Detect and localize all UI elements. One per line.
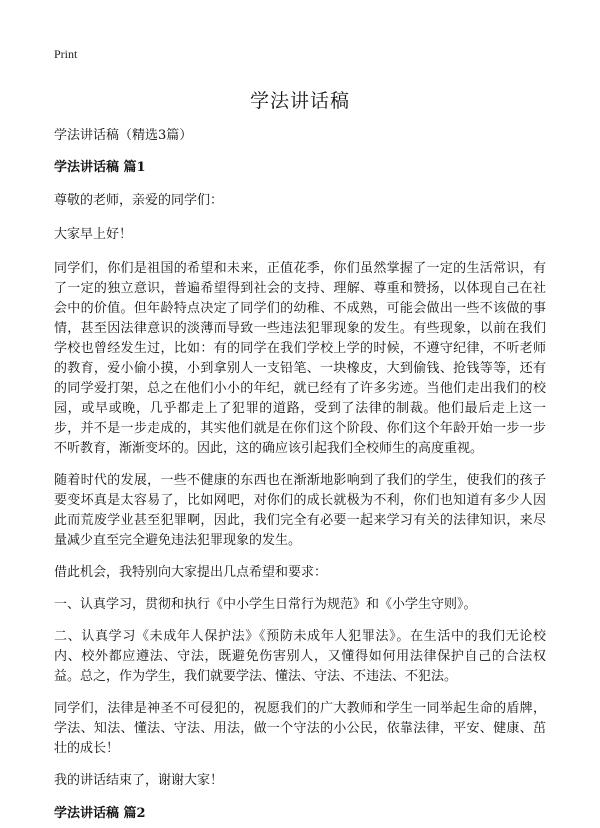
document-subtitle: 学法讲话稿（精选3篇） <box>54 128 193 143</box>
print-link[interactable]: Print <box>54 47 78 61</box>
paragraph: 一、认真学习，贯彻和执行《中小学生日常行为规范》和《小学生守则》。 <box>54 597 477 612</box>
closing: 我的讲话结束了，谢谢大家！ <box>54 773 224 788</box>
paragraph: 二、认真学习《未成年人保护法》《预防未成年人犯罪法》。在生活中的我们无论校内、校外都应遵法、守法，既避免伤害别人，又懂得如何用法律保护自己的合法权益。总之，作为学生，我们就要学法、懂法、守法、不违法、不犯法。 <box>54 629 546 684</box>
document-title: 学法讲话稿 <box>249 90 350 112</box>
paragraph: 随着时代的发展，一些不健康的东西也在渐渐地影响到了我们的学生，使我们的孩子要变坏真是太容易了，比如网吧，对你们的成长就极为不利，你们也知道有多少人因此而荒废学业甚至犯罪啊，因此，我们完全有必要一起来学习有关的法律知识，来尽量减少直至完全避免违法犯罪现象的发生。 <box>54 473 546 548</box>
paragraph: 同学们，法律是神圣不可侵犯的，祝愿我们的广大教师和学生一同举起生命的盾牌，学法、知法、懂法、守法、用法，做一个守法的小公民，依靠法律，平安、健康、茁壮的成长！ <box>54 701 546 756</box>
salutation: 尊敬的老师，亲爱的同学们： <box>54 193 224 208</box>
paragraph: 借此机会，我特别向大家提出几点希望和要求： <box>54 565 328 580</box>
section-heading-1: 学法讲话稿 篇1 <box>54 160 146 175</box>
paragraph: 同学们，你们是祖国的希望和未来，正值花季，你们虽然掌握了一定的生活常识，有了一定的独立意识，普遍希望得到社会的支持、理解、尊重和赞扬，以体现自己在社会中的价值。但年龄特点决定了同学们的幼稚、不成熟，可能会做出一些不该做的事情，甚至因法律意识的淡薄而导致一些违法犯罪现象的发生。有些现象，以前在我们学校也曾经发生过，比如：有的同学在我们学校上学的时候，不遵守纪律，不听老师的教育，爱小偷小摸，小到拿别人一支铅笔、一块橡皮，大到偷钱、抢钱等等，还有的同学爱打架，总之在他们小小的年纪，就已经有了许多劣迹。当他们走出我们的校园，或早或晚，几乎都走上了犯罪的道路，受到了法律的制裁。他们最后走上这一步，并不是一步走成的，其实他们就是在你们这个阶段、你们这个年龄开始一步一步不听教育，渐渐变坏的。因此，这的确应该引起我们全校师生的高度重视。 <box>54 261 546 456</box>
section-heading-2: 学法讲话稿 篇2 <box>54 806 146 821</box>
greeting: 大家早上好！ <box>54 227 133 242</box>
